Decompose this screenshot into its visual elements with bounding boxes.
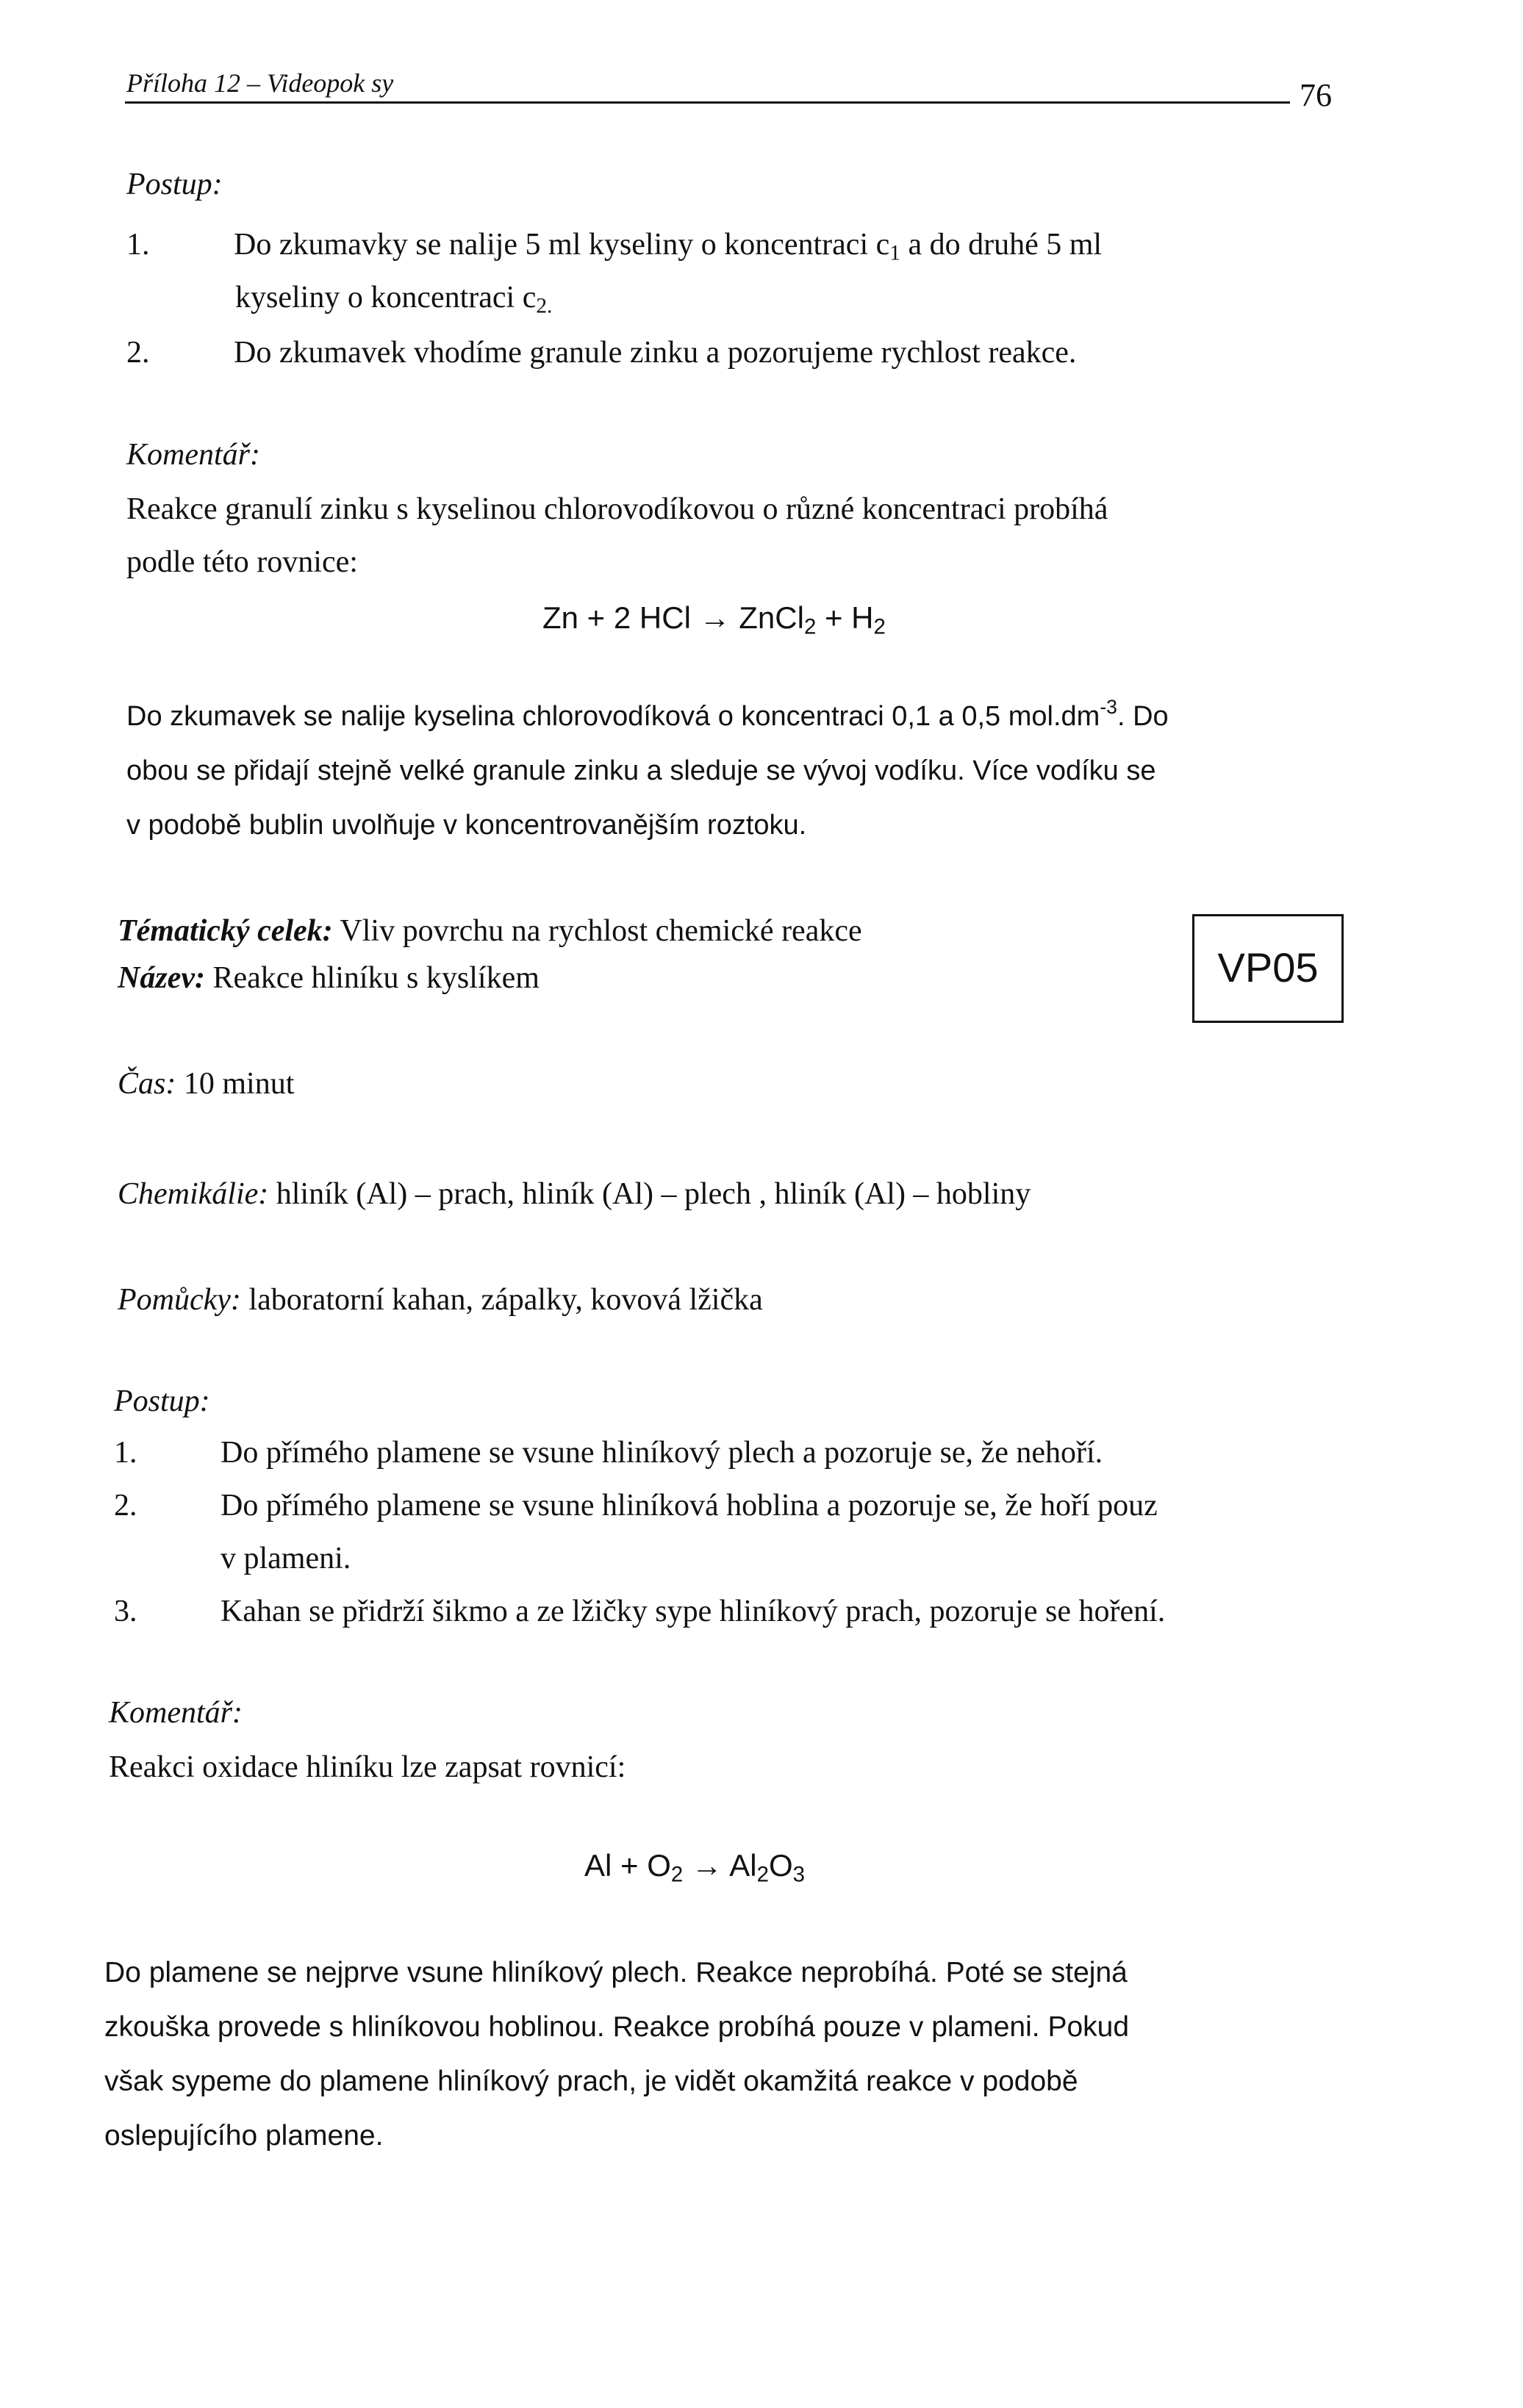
experiment-code-box xyxy=(1192,914,1344,1023)
komentar-1-line-2: podle této rovnice: xyxy=(126,545,358,579)
step2-3-line-1: Kahan se přidrží šikmo a ze lžičky sype hliníkový prach, pozoruje se hoření. xyxy=(221,1595,1166,1628)
step2-2-line-2: v plameni. xyxy=(221,1542,351,1575)
header-rule xyxy=(125,101,1290,104)
step2-2-number: 2. xyxy=(114,1489,137,1523)
paragraph-1-line-1: Do zkumavek se nalije kyselina chlorovodíková o koncentraci 0,1 a 0,5 $mol.dm^{-3}$. Do xyxy=(126,696,1169,732)
step-1-line-2: kyseliny o koncentraci $c_{2.}$ xyxy=(235,281,553,318)
komentar-label-2: Komentář: xyxy=(109,1696,243,1730)
pomucky: Pomůcky: laboratorní kahan, zápalky, kovová lžička xyxy=(118,1283,763,1317)
tematicky-celek: Tématický celek: Vliv povrchu na rychlost chemické reakce xyxy=(118,914,862,948)
paragraph-1-line-2: obou se přidají stejně velké granule zinku a sleduje se vývoj vodíku. Více vodíku se xyxy=(126,755,1156,786)
step-2-number: 2. xyxy=(126,336,150,370)
komentar-label-1: Komentář: xyxy=(126,438,260,472)
paragraph-2-line-3: však sypeme do plamene hliníkový prach, je vidět okamžitá reakce v podobě xyxy=(104,2066,1078,2097)
step2-3-number: 3. xyxy=(114,1595,137,1628)
cas: Čas: 10 minut xyxy=(118,1067,295,1101)
page-number: 76 xyxy=(1300,77,1332,113)
komentar-2-intro: Reakci oxidace hliníku lze zapsat rovnicí: xyxy=(109,1750,626,1784)
experiment-code: VP05 xyxy=(1217,944,1319,991)
step2-1-line-1: Do přímého plamene se vsune hliníkový plech a pozoruje se, že nehoří. xyxy=(221,1436,1103,1470)
step2-2-line-1: Do přímého plamene se vsune hliníková hoblina a pozoruje se, že hoří pouz xyxy=(221,1489,1158,1523)
paragraph-2-line-2: zkouška provede s hliníkovou hoblinou. Reakce probíhá pouze v plameni. Pokud xyxy=(104,2011,1130,2043)
step-1-line-1: Do zkumavky se nalije 5 ml kyseliny o koncentraci $c_1$ a do druhé 5 ml xyxy=(234,228,1103,265)
running-header: Příloha 12 – Videopok sy xyxy=(126,68,394,98)
paragraph-2-line-4: oslepujícího plamene. xyxy=(104,2120,384,2152)
step-2-line-1: Do zkumavek vhodíme granule zinku a pozorujeme rychlost reakce. xyxy=(234,336,1077,370)
paragraph-1-line-3: v podobě bublin uvolňuje v koncentrovanějším roztoku. xyxy=(126,810,807,841)
komentar-1-line-1: Reakce granulí zinku s kyselinou chlorovodíkovou o různé koncentraci probíhá xyxy=(126,492,1108,526)
nazev: Název: Reakce hliníku s kyslíkem xyxy=(118,961,540,995)
chemikalie: Chemikálie: hliník (Al) – prach, hliník (Al) – plech , hliník (Al) – hobliny xyxy=(118,1177,1031,1211)
step2-1-number: 1. xyxy=(114,1436,137,1470)
equation-zinc: Zn + 2 HCl → ZnCl$_2$ + $H_2$ xyxy=(542,600,886,639)
step-1-number: 1. xyxy=(126,228,150,262)
postup-label-2: Postup: xyxy=(114,1384,210,1418)
postup-label-1: Postup: xyxy=(126,168,223,201)
paragraph-2-line-1: Do plamene se nejprve vsune hliníkový plech. Reakce neprobíhá. Poté se stejná xyxy=(104,1957,1128,1988)
equation-aluminium: $Al + O_2 \to Al_2O_3$ xyxy=(584,1848,806,1887)
